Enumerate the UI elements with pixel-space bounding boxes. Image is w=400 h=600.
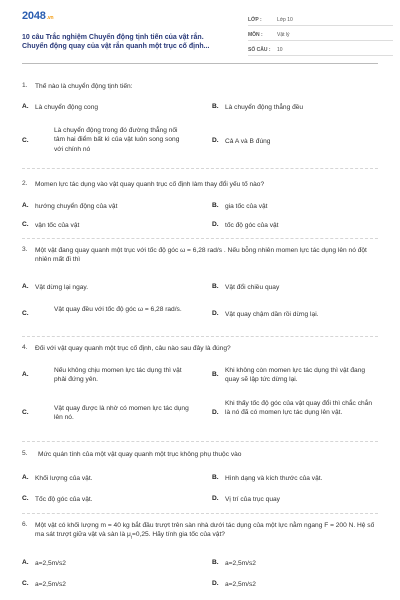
option-5-b[interactable]: [212, 474, 382, 483]
question-number: 3.: [22, 246, 28, 253]
document-title: [22, 33, 237, 52]
option-letter: C.: [22, 310, 29, 317]
option-2-a[interactable]: [22, 202, 192, 211]
question-number: 5.: [22, 450, 28, 457]
option-letter: D.: [212, 221, 219, 228]
option-text: Là chuyển động thẳng đều: [225, 104, 304, 111]
question-number: 1.: [22, 82, 28, 89]
question-5: [22, 450, 378, 459]
question-number: 6.: [22, 521, 28, 528]
option-3-c[interactable]: [22, 305, 187, 317]
option-letter: B.: [212, 103, 219, 110]
meta-class-label: LỚP :: [248, 16, 262, 23]
option-letter: B.: [212, 283, 219, 290]
option-text: a=2,5m/s2: [35, 581, 66, 588]
option-letter: A.: [22, 371, 29, 378]
option-text: Vật dừng lại ngay.: [35, 284, 89, 291]
option-5-a[interactable]: [22, 474, 192, 483]
question-divider: [22, 513, 378, 514]
meta-class-value: Lớp 10: [277, 16, 293, 23]
question-number: 2.: [22, 180, 28, 187]
meta-count-label: SỐ CÂU :: [248, 46, 271, 53]
option-text: gia tốc của vật: [225, 203, 268, 210]
question-text: Momen lực tác dụng vào vật quay quanh trục cố định làm thay đổi yếu tố nào?: [35, 181, 265, 188]
option-text: a=2,5m/s2: [225, 560, 256, 567]
meta-count-value: 10: [277, 46, 283, 53]
option-letter: C.: [22, 580, 29, 587]
meta-subject-row: [248, 29, 393, 41]
title-line-2: Chuyển động quay của vật rắn quanh một trục cố định...: [22, 43, 210, 51]
meta-class-row: [248, 14, 393, 26]
option-text: Nếu không chịu momen lực tác dụng thì vật phải đứng yên.: [54, 367, 182, 384]
option-letter: A.: [22, 559, 29, 566]
meta-count-row: [248, 44, 393, 56]
option-letter: B.: [212, 371, 219, 378]
option-letter: A.: [22, 103, 29, 110]
option-letter: D.: [212, 409, 219, 416]
option-text: Hình dạng và kích thước của vật.: [225, 475, 323, 482]
option-5-d[interactable]: [212, 495, 382, 504]
question-text: Mức quán tính của một vật quay quanh một trục không phụ thuộc vào: [38, 451, 242, 458]
option-text: a=2,5m/s2: [225, 581, 256, 588]
option-6-b[interactable]: [212, 559, 382, 568]
question-4: [22, 344, 378, 353]
question-text: [35, 521, 378, 542]
option-text: Là chuyển động cong: [35, 104, 99, 111]
option-text: Khi thấy tốc độ góc của vật quay đổi thì chắc chắn là nó đã có momen lực tác dụng lên vật.: [225, 400, 372, 417]
mu-subscript: t: [130, 534, 133, 540]
question-1: [22, 82, 378, 91]
option-letter: D.: [212, 495, 219, 502]
meta-subject-value: Vật lý: [277, 31, 290, 38]
question-text-end: =0,25. Hãy tính gia tốc của vật?: [132, 531, 225, 539]
option-4-b[interactable]: [212, 366, 378, 385]
option-letter: A.: [22, 283, 29, 290]
option-letter: C.: [22, 221, 29, 228]
option-text: tốc độ góc của vật: [225, 222, 279, 229]
document-meta: [248, 14, 393, 59]
logo-suffix: .vn: [46, 15, 54, 21]
logo-text: 2048: [22, 10, 46, 22]
option-text: Vật quay đều với tốc độ góc ω = 6,28 rad/s.: [54, 306, 182, 313]
question-text-main: Một vật có khối lượng m = 40 kg bắt đầu trượt trên sàn nhà dưới tác dụng của một lực nằm ngang F = 200 N. Hệ số ma sát trượt giữa vật và sàn là μ: [35, 522, 375, 539]
option-text: Là chuyển động trong đó đường thẳng nối tâm hai điểm bất kì của vật luôn song song với chính nó: [54, 127, 180, 153]
site-logo[interactable]: [22, 10, 53, 22]
option-2-c[interactable]: [22, 221, 192, 230]
question-text: Thế nào là chuyển động tịnh tiến:: [35, 83, 133, 90]
option-6-a[interactable]: [22, 559, 192, 568]
question-text: Đối với vật quay quanh một trục cố định, câu nào sau đây là đúng?: [35, 345, 231, 352]
option-letter: D.: [212, 137, 219, 144]
option-letter: B.: [212, 202, 219, 209]
question-divider: [22, 336, 378, 337]
option-6-d[interactable]: [212, 580, 382, 589]
question-text: Một vật đang quay quanh một trục với tốc độ góc ω = 6,28 rad/s . Nếu bỗng nhiên momen lực tác dụng lên nó đột nhiên mất đi thì: [35, 247, 367, 264]
option-text: Vật quay được là nhờ có momen lực tác dụng lên nó.: [54, 405, 189, 422]
option-1-b[interactable]: [212, 103, 382, 112]
option-letter: C.: [22, 409, 29, 416]
question-divider: [22, 441, 378, 442]
question-divider: [22, 238, 378, 239]
option-4-d[interactable]: [212, 399, 378, 418]
option-letter: C.: [22, 495, 29, 502]
option-1-d[interactable]: [212, 137, 382, 146]
option-2-d[interactable]: [212, 221, 382, 230]
option-text: Khối lượng của vật.: [35, 475, 93, 482]
option-letter: A.: [22, 202, 29, 209]
option-letter: A.: [22, 474, 29, 481]
meta-subject-label: MÔN :: [248, 31, 263, 38]
question-2: [22, 180, 378, 189]
option-letter: B.: [212, 474, 219, 481]
option-3-b[interactable]: [212, 283, 382, 292]
option-3-d[interactable]: [212, 310, 382, 319]
option-text: a=2,5m/s2: [35, 560, 66, 567]
option-text: Khi không còn momen lực tác dụng thì vật đang quay sẽ lập tức dừng lại.: [225, 367, 366, 384]
option-text: Tốc độ góc của vật.: [35, 496, 93, 503]
option-letter: B.: [212, 559, 219, 566]
option-1-c[interactable]: [22, 126, 190, 154]
option-4-c[interactable]: [22, 404, 192, 423]
question-3: [22, 246, 378, 265]
question-number: 4.: [22, 344, 28, 351]
title-line-1: 10 câu Trắc nghiệm Chuyển động tịnh tiến của vật rắn.: [22, 34, 204, 41]
header: [22, 0, 378, 64]
option-text: Vị trí của trục quay: [225, 496, 280, 503]
option-3-a[interactable]: [22, 283, 192, 292]
option-text: hướng chuyển động của vật: [35, 203, 118, 210]
option-5-c[interactable]: [22, 495, 192, 504]
option-letter: D.: [212, 310, 219, 317]
question-6: [22, 521, 378, 542]
option-4-a[interactable]: [22, 366, 192, 385]
option-text: Vật đổi chiều quay: [225, 284, 280, 291]
option-1-a[interactable]: [22, 103, 192, 112]
option-letter: D.: [212, 580, 219, 587]
option-text: Cả A và B đúng: [225, 138, 271, 145]
option-letter: C.: [22, 137, 29, 144]
option-2-b[interactable]: [212, 202, 382, 211]
option-6-c[interactable]: [22, 580, 192, 589]
option-text: Vật quay chậm dần rồi dừng lại.: [225, 311, 319, 318]
question-divider: [22, 168, 378, 169]
option-text: vận tốc của vật: [35, 222, 80, 229]
